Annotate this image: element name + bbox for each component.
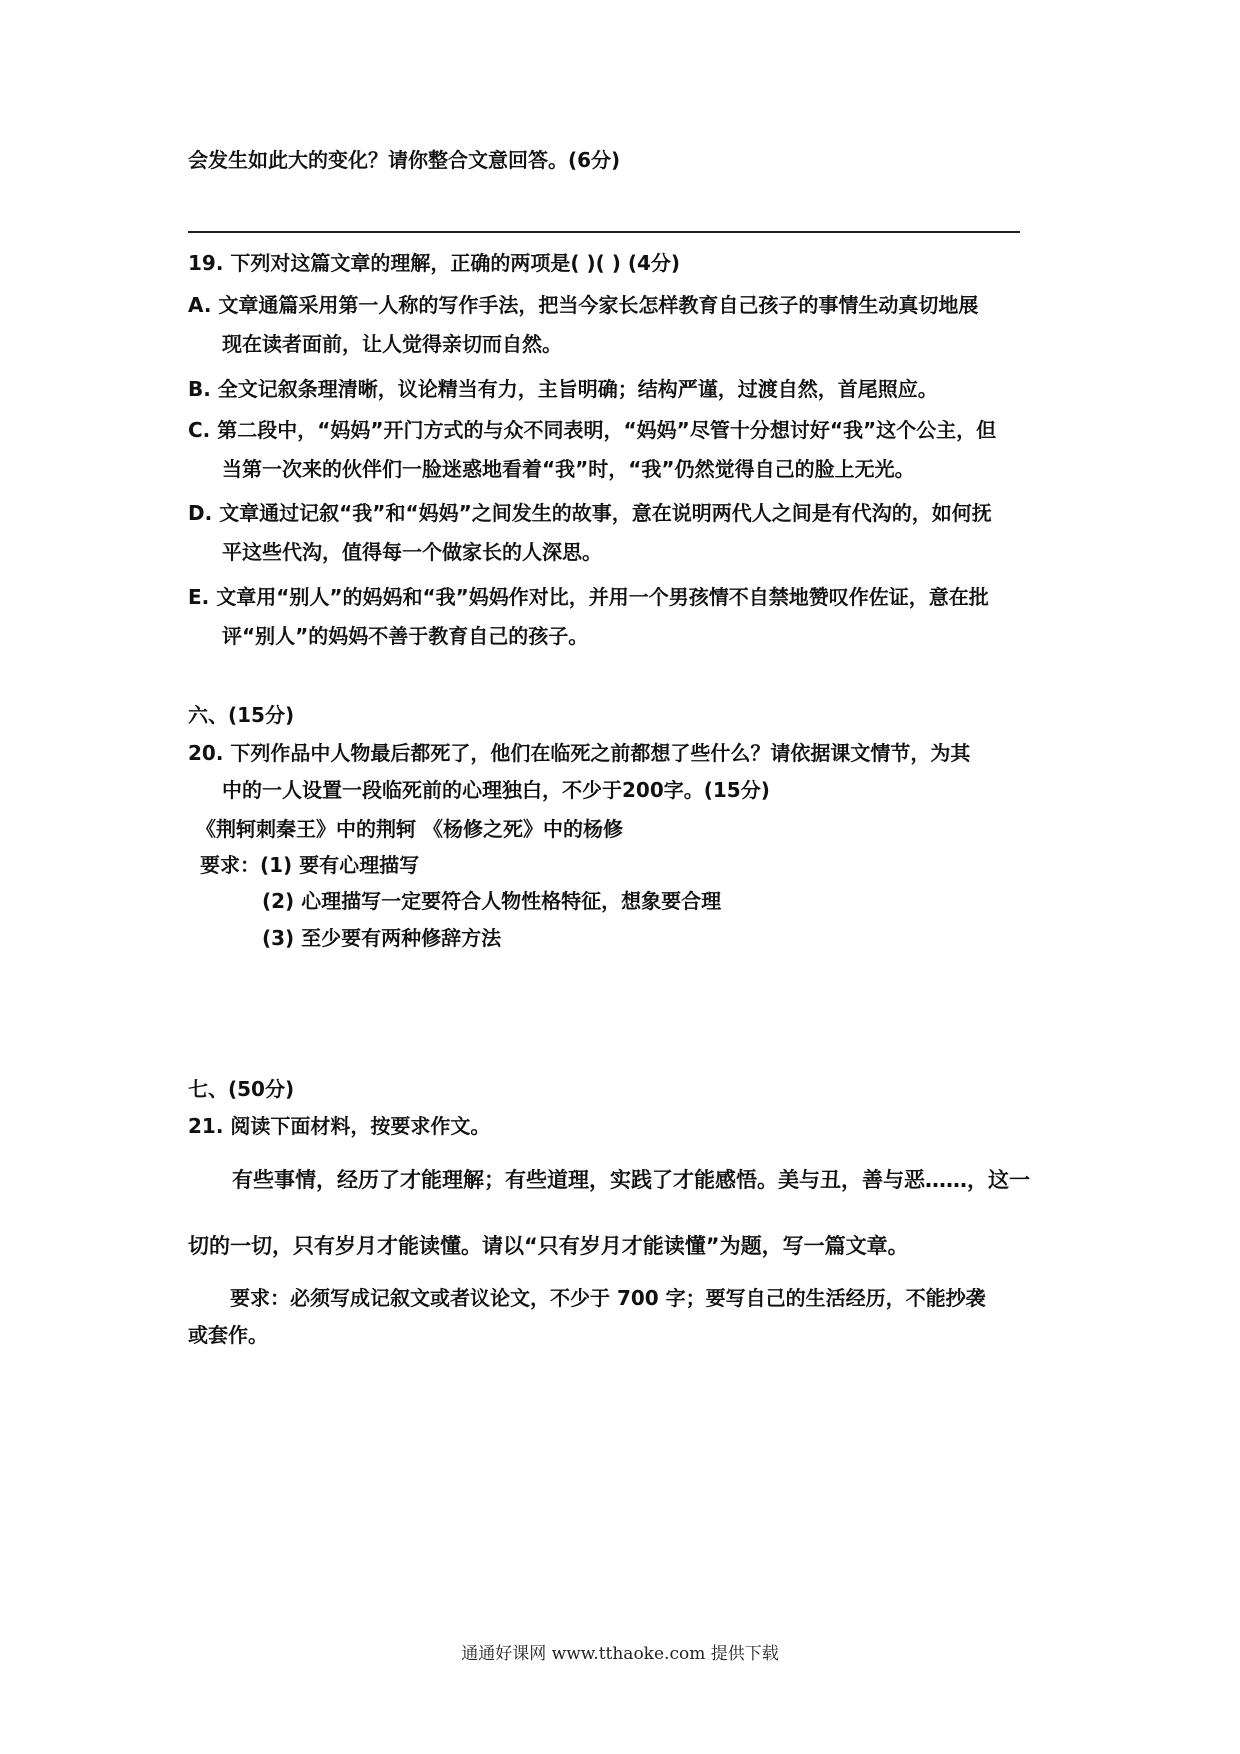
q19-stem: 19. 下列对这篇文章的理解，正确的两项是( )( ) (4分): [188, 251, 681, 275]
section6-heading: 六、(15分): [188, 703, 295, 727]
q20-requirement-1: 要求：(1) 要有心理描写: [200, 853, 420, 877]
q19-option-d-line2: 平这些代沟，值得每一个做家长的人深思。: [222, 540, 602, 564]
q19-option-a-line1: A. 文章通篇采用第一人称的写作手法，把当今家长怎样教育自己孩子的事情生动真切地展: [188, 293, 979, 317]
q19-option-c-line1: C. 第二段中，“妈妈”开门方式的与众不同表明，“妈妈”尽管十分想讨好“我”这个公主，但: [188, 418, 997, 442]
q20-requirement-2: (2) 心理描写一定要符合人物性格特征，想象要合理: [262, 889, 722, 913]
answer-line: [188, 231, 1020, 233]
q20-works: 《荆轲刺秦王》中的荆轲 《杨修之死》中的杨修: [196, 817, 623, 841]
q20-line1: 20. 下列作品中人物最后都死了，他们在临死之前都想了些什么？请依据课文情节，为其: [188, 741, 971, 765]
q19-option-d-line1: D. 文章通过记叙“我”和“妈妈”之间发生的故事，意在说明两代人之间是有代沟的，如何抚: [188, 501, 992, 525]
essay-requirement-line1: 要求：必须写成记叙文或者议论文，不少于 700 字；要写自己的生活经历，不能抄袭: [230, 1286, 986, 1310]
q19-option-e-line2: 评“别人”的妈妈不善于教育自己的孩子。: [222, 624, 589, 648]
q21-prompt: 21. 阅读下面材料，按要求作文。: [188, 1114, 491, 1138]
q20-line2: 中的一人设置一段临死前的心理独白，不少于200字。(15分): [222, 778, 770, 802]
q19-option-c-line2: 当第一次来的伙伴们一脸迷惑地看着“我”时，“我”仍然觉得自己的脸上无光。: [222, 457, 915, 481]
footer-credit: 通通好课网 www.tthaoke.com 提供下载: [461, 1644, 779, 1664]
q18-tail: 会发生如此大的变化？请你整合文意回答。(6分): [188, 148, 621, 172]
section7-heading: 七、(50分): [188, 1077, 295, 1101]
q20-requirement-3: (3) 至少要有两种修辞方法: [262, 926, 502, 950]
essay-requirement-line2: 或套作。: [188, 1323, 268, 1347]
material-line2: 切的一切，只有岁月才能读懂。请以“只有岁月才能读懂”为题，写一篇文章。: [188, 1234, 909, 1258]
q19-option-e-line1: E. 文章用“别人”的妈妈和“我”妈妈作对比，并用一个男孩情不自禁地赞叹作佐证，意在批: [188, 585, 989, 609]
q19-option-b-line1: B. 全文记叙条理清晰，议论精当有力，主旨明确；结构严谨，过渡自然，首尾照应。: [188, 377, 938, 401]
material-line1: 有些事情，经历了才能理解；有些道理，实践了才能感悟。美与丑，善与恶……，这一: [232, 1168, 1030, 1192]
q19-option-a-line2: 现在读者面前，让人觉得亲切而自然。: [222, 332, 562, 356]
